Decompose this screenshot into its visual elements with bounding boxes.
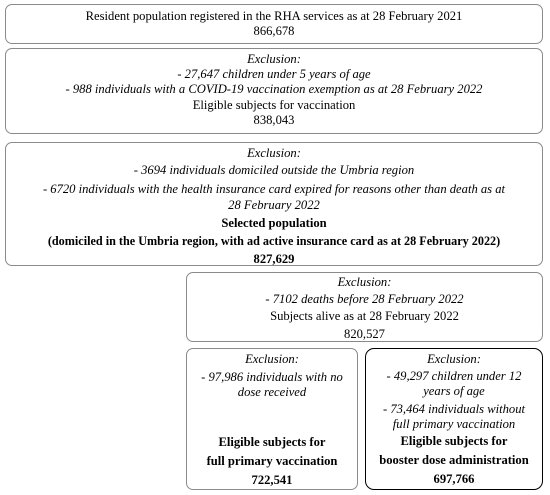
selected-population-value: 827,629 (253, 252, 295, 267)
full-primary-value: 722,541 (251, 473, 293, 488)
selected-population-box (5, 142, 543, 266)
exclusion-item: - 3694 individuals domiciled outside the Umbria region (133, 163, 415, 178)
full-primary-label-line2: full primary vaccination (206, 453, 338, 468)
eligible-vaccination-value: 838,043 (253, 112, 295, 127)
selected-population-sublabel: (domiciled in the Umbria region, with ad active insurance card as at 28 February 2022) (47, 234, 501, 249)
exclusion-heading: Exclusion: (247, 146, 301, 160)
exclusion-heading: Exclusion: (337, 275, 392, 289)
subjects-alive-value: 820,527 (344, 326, 385, 341)
full-primary-vaccination-box (186, 348, 358, 490)
exclusion-item: - 97,986 individuals with no dose received (201, 370, 343, 400)
full-primary-label-line1: Eligible subjects for (218, 434, 326, 449)
exclusion-item: - 73,464 individuals without full primary vaccination (382, 401, 526, 431)
exclusion-heading: Exclusion: (427, 352, 481, 366)
resident-population-title: Resident population registered in the RHA services as at 28 February 2021 (85, 9, 463, 23)
exclusion-heading: Exclusion: (245, 352, 299, 366)
resident-population-box (5, 4, 543, 44)
selected-population-label: Selected population (221, 215, 327, 230)
booster-label-line2: booster dose administration (379, 453, 529, 468)
exclusion-item: - 7102 deaths before 28 February 2022 (265, 292, 464, 307)
exclusion-heading: Exclusion: (247, 52, 301, 66)
resident-population-value: 866,678 (253, 24, 295, 39)
exclusion-item: - 27,647 children under 5 years of age (177, 67, 371, 82)
eligible-vaccination-label: Eligible subjects for vaccination (192, 97, 356, 112)
exclusion-item: - 6720 individuals with the health insurance card expired for reasons other than death as at 28 February 2022 (42, 182, 506, 212)
eligible-vaccination-box (5, 48, 543, 134)
exclusion-item: - 49,297 children under 12 years of age (386, 369, 522, 399)
subjects-alive-box (186, 272, 543, 342)
booster-value: 697,766 (433, 472, 475, 487)
subjects-alive-label: Subjects alive as at 28 February 2022 (270, 309, 459, 324)
exclusion-item: - 988 individuals with a COVID-19 vaccination exemption as at 28 February 2022 (65, 82, 483, 97)
booster-label-line1: Eligible subjects for (400, 434, 508, 449)
booster-dose-box (365, 348, 543, 490)
